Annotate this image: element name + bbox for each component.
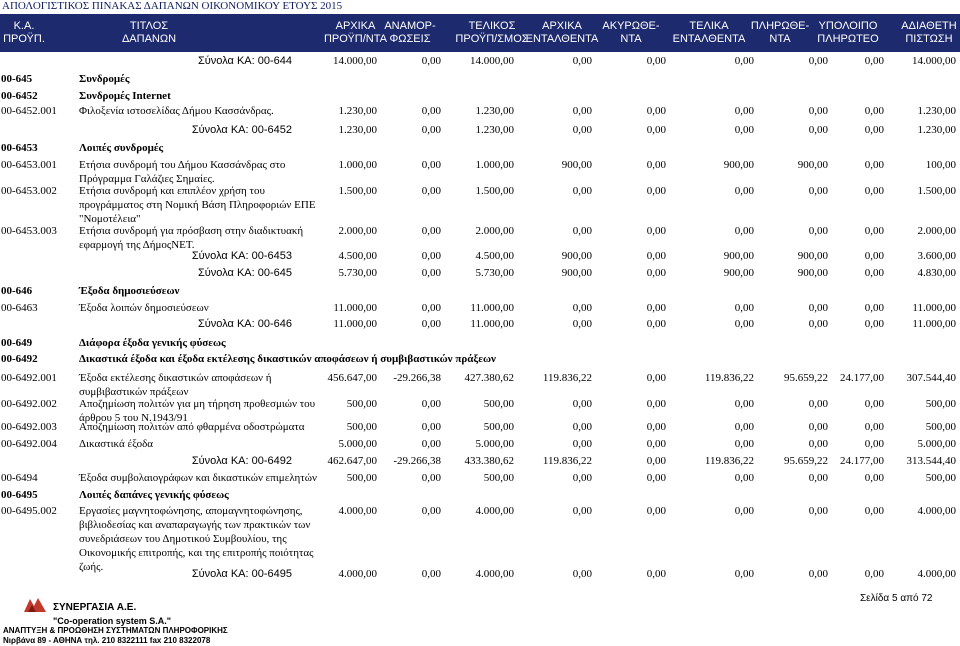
subtotal-label: Σύνολα ΚΑ: 00-6452 — [191, 124, 292, 136]
amount-cell: 2.000,00 — [475, 225, 514, 237]
amount-cell: 0,00 — [572, 398, 592, 410]
item-code: 00-6453.003 — [1, 225, 57, 237]
amount-cell: 500,00 — [925, 421, 956, 433]
amount-cell: 0,00 — [808, 568, 828, 580]
amount-cell: 0,00 — [808, 318, 828, 330]
item-code: 00-6463 — [1, 302, 38, 314]
item-description: άρθρου 5 του Ν.1943/91 — [79, 412, 188, 424]
amount-cell: 1.500,00 — [917, 185, 956, 197]
amount-cell: 119.836,22 — [704, 372, 754, 384]
amount-cell: 0,00 — [864, 159, 884, 171]
page-title: ΑΠΟΛΟΓΙΣΤΙΚΟΣ ΠΙΝΑΚΑΣ ΔΑΠΑΝΩΝ ΟΙΚΟΝΟΜΙΚΟΥ ΕΤΟΥΣ 2015 — [2, 0, 343, 12]
header-col-title: ΤΙΤΛΟΣ ΔΑΠΑΝΩΝ — [121, 20, 177, 45]
amount-cell: 0,00 — [421, 421, 441, 433]
item-code: 00-6452.001 — [1, 105, 57, 117]
amount-cell: 313.544,40 — [906, 455, 956, 467]
amount-cell: 0,00 — [864, 250, 884, 262]
item-code: 00-6453.001 — [1, 159, 57, 171]
item-code: 00-6492.002 — [1, 398, 57, 410]
amount-cell: 0,00 — [646, 568, 666, 580]
amount-cell: 14.000,00 — [333, 55, 377, 67]
amount-cell: 5.000,00 — [338, 438, 377, 450]
amount-cell: 0,00 — [864, 302, 884, 314]
item-description: Πρόγραμμα Γαλάζιες Σημαίες. — [79, 173, 215, 185]
item-description: προγράμματος στη Νομική Βάση Πληροφοριών ΕΠΕ — [79, 199, 316, 211]
amount-cell: 900,00 — [723, 250, 754, 262]
group-title: Έξοδα δημοσιεύσεων — [79, 285, 180, 297]
amount-cell: 0,00 — [572, 124, 592, 136]
item-code: 00-6492.003 — [1, 421, 57, 433]
item-description: Φιλοξενία ιστοσελίδας Δήμου Κασσάνδρας. — [79, 105, 274, 117]
amount-cell: 0,00 — [421, 105, 441, 117]
page-number: Σελίδα 5 από 72 — [860, 593, 933, 604]
amount-cell: 0,00 — [421, 185, 441, 197]
amount-cell: 1.230,00 — [475, 105, 514, 117]
amount-cell: 500,00 — [346, 398, 377, 410]
amount-cell: 0,00 — [864, 105, 884, 117]
group-code: 00-649 — [1, 337, 33, 349]
amount-cell: 0,00 — [646, 55, 666, 67]
amount-cell: 0,00 — [734, 568, 754, 580]
amount-cell: 4.830,00 — [917, 267, 956, 279]
amount-cell: 0,00 — [572, 505, 592, 517]
company-name-en: "Co-operation system S.A." — [53, 616, 172, 626]
amount-cell: 0,00 — [808, 438, 828, 450]
group-title: Λοιπές συνδρομές — [79, 142, 164, 154]
amount-cell: 0,00 — [421, 505, 441, 517]
amount-cell: 0,00 — [572, 302, 592, 314]
group-title: Συνδρομές Internet — [79, 90, 171, 102]
amount-cell: 1.230,00 — [338, 124, 377, 136]
amount-cell: 0,00 — [421, 250, 441, 262]
amount-cell: 3.600,00 — [917, 250, 956, 262]
group-code: 00-6495 — [1, 489, 38, 501]
amount-cell: 1.500,00 — [338, 185, 377, 197]
amount-cell: 0,00 — [646, 185, 666, 197]
amount-cell: 4.000,00 — [917, 568, 956, 580]
amount-cell: 0,00 — [572, 318, 592, 330]
amount-cell: 11.000,00 — [912, 302, 956, 314]
amount-cell: 14.000,00 — [912, 55, 956, 67]
item-description: Αποζημίωση πολιτών από φθαρμένα οδοστρώματα — [79, 421, 305, 433]
amount-cell: 500,00 — [346, 472, 377, 484]
amount-cell: 5.730,00 — [475, 267, 514, 279]
amount-cell: 119.836,22 — [542, 372, 592, 384]
amount-cell: 500,00 — [925, 472, 956, 484]
amount-cell: 0,00 — [421, 124, 441, 136]
amount-cell: 11.000,00 — [912, 318, 956, 330]
group-title: Δικαστικά έξοδα και έξοδα εκτέλεσης δικαστικών αποφάσεων ή συμβιβαστικών πράξεων — [79, 353, 496, 365]
amount-cell: 1.500,00 — [475, 185, 514, 197]
amount-cell: 0,00 — [808, 421, 828, 433]
amount-cell: 0,00 — [646, 124, 666, 136]
amount-cell: 0,00 — [646, 438, 666, 450]
item-description: ζωής. — [79, 561, 104, 573]
amount-cell: 0,00 — [421, 302, 441, 314]
amount-cell: 0,00 — [734, 105, 754, 117]
group-code: 00-645 — [1, 73, 33, 85]
amount-cell: 900,00 — [561, 267, 592, 279]
amount-cell: 1.000,00 — [338, 159, 377, 171]
amount-cell: 0,00 — [572, 438, 592, 450]
amount-cell: 0,00 — [572, 185, 592, 197]
amount-cell: 4.500,00 — [475, 250, 514, 262]
amount-cell: 95.659,22 — [784, 372, 828, 384]
group-title: Λοιπές δαπάνες γενικής φύσεως — [79, 489, 229, 501]
amount-cell: 0,00 — [734, 185, 754, 197]
amount-cell: 456.647,00 — [327, 372, 377, 384]
amount-cell: 0,00 — [646, 472, 666, 484]
amount-cell: 0,00 — [808, 105, 828, 117]
amount-cell: 14.000,00 — [470, 55, 514, 67]
amount-cell: 0,00 — [572, 55, 592, 67]
amount-cell: 0,00 — [864, 267, 884, 279]
amount-cell: 100,00 — [925, 159, 956, 171]
amount-cell: 900,00 — [797, 159, 828, 171]
subtotal-label: Σύνολα ΚΑ: 00-6492 — [191, 455, 292, 467]
amount-cell: 0,00 — [808, 505, 828, 517]
amount-cell: 500,00 — [483, 421, 514, 433]
title-bar — [0, 0, 960, 14]
header-col-unallocated-credit: ΑΔΙΑΘΕΤΗ ΠΙΣΤΩΣΗ — [901, 20, 957, 45]
amount-cell: 0,00 — [864, 124, 884, 136]
amount-cell: 1.230,00 — [475, 124, 514, 136]
amount-cell: 0,00 — [734, 302, 754, 314]
amount-cell: 119.836,22 — [542, 455, 592, 467]
amount-cell: 307.544,40 — [906, 372, 956, 384]
item-description: Ετήσια συνδρομή και επιπλέον χρήση του — [79, 185, 265, 197]
company-name: ΣΥΝΕΡΓΑΣΙΑ Α.Ε. — [53, 602, 137, 613]
amount-cell: 0,00 — [808, 55, 828, 67]
amount-cell: 0,00 — [864, 225, 884, 237]
amount-cell: 0,00 — [734, 124, 754, 136]
subtotal-label: Σύνολα ΚΑ: 00-6495 — [191, 568, 292, 580]
amount-cell: 0,00 — [646, 318, 666, 330]
amount-cell: 0,00 — [864, 185, 884, 197]
amount-cell: -29.266,38 — [393, 455, 441, 467]
amount-cell: 24.177,00 — [840, 455, 884, 467]
subtotal-label: Σύνολα ΚΑ: 00-646 — [197, 318, 292, 330]
amount-cell: 900,00 — [561, 159, 592, 171]
amount-cell: 5.730,00 — [338, 267, 377, 279]
header-col-amendments: ΑΝΑΜΟΡ- ΦΩΣΕΙΣ — [384, 20, 436, 45]
amount-cell: 1.230,00 — [917, 105, 956, 117]
amount-cell: 1.000,00 — [475, 159, 514, 171]
amount-cell: 0,00 — [808, 472, 828, 484]
amount-cell: 900,00 — [797, 267, 828, 279]
amount-cell: 0,00 — [864, 318, 884, 330]
item-code: 00-6494 — [1, 472, 38, 484]
amount-cell: 0,00 — [734, 398, 754, 410]
amount-cell: 0,00 — [864, 55, 884, 67]
amount-cell: 0,00 — [734, 55, 754, 67]
amount-cell: 0,00 — [864, 505, 884, 517]
amount-cell: 0,00 — [421, 159, 441, 171]
amount-cell: 0,00 — [646, 225, 666, 237]
amount-cell: 2.000,00 — [338, 225, 377, 237]
amount-cell: 0,00 — [646, 267, 666, 279]
amount-cell: 0,00 — [808, 398, 828, 410]
item-description: βιβλιοδεσίας και αναπαραγωγής των πρακτικών των — [79, 519, 311, 531]
amount-cell: 0,00 — [646, 421, 666, 433]
amount-cell: 0,00 — [808, 302, 828, 314]
amount-cell: 0,00 — [646, 302, 666, 314]
group-code: 00-6492 — [1, 353, 38, 365]
item-description: Έξοδα εκτέλεσης δικαστικών αποφάσεων ή — [79, 372, 272, 384]
amount-cell: 900,00 — [797, 250, 828, 262]
amount-cell: 4.500,00 — [338, 250, 377, 262]
company-address: Νιρβάνα 89 - ΑΘΗΝΑ τηλ. 210 8322111 fax 210 8322078 — [3, 636, 211, 645]
company-logo-icon — [22, 596, 48, 614]
amount-cell: 5.000,00 — [475, 438, 514, 450]
item-code: 00-6492.004 — [1, 438, 57, 450]
amount-cell: 900,00 — [723, 159, 754, 171]
amount-cell: 0,00 — [864, 398, 884, 410]
amount-cell: 4.000,00 — [475, 568, 514, 580]
amount-cell: 0,00 — [421, 438, 441, 450]
amount-cell: 0,00 — [808, 225, 828, 237]
amount-cell: 0,00 — [734, 438, 754, 450]
group-code: 00-6453 — [1, 142, 38, 154]
amount-cell: 5.000,00 — [917, 438, 956, 450]
group-title: Διάφορα έξοδα γενικής φύσεως — [79, 337, 226, 349]
amount-cell: 4.000,00 — [338, 568, 377, 580]
amount-cell: 0,00 — [572, 472, 592, 484]
amount-cell: 1.230,00 — [338, 105, 377, 117]
subtotal-label: Σύνολα ΚΑ: 00-645 — [197, 267, 292, 279]
amount-cell: 11.000,00 — [470, 318, 514, 330]
amount-cell: 900,00 — [561, 250, 592, 262]
amount-cell: 0,00 — [646, 505, 666, 517]
header-col-cancelled: ΑΚΥΡΩΘΕ- ΝΤΑ — [602, 20, 660, 45]
item-description: Δικαστικά έξοδα — [79, 438, 154, 450]
amount-cell: 500,00 — [483, 472, 514, 484]
amount-cell: 500,00 — [346, 421, 377, 433]
amount-cell: 4.000,00 — [917, 505, 956, 517]
amount-cell: 2.000,00 — [917, 225, 956, 237]
amount-cell: 0,00 — [572, 105, 592, 117]
item-description: συμβιβαστικών πράξεων — [79, 386, 189, 398]
amount-cell: 0,00 — [646, 105, 666, 117]
amount-cell: 95.659,22 — [784, 455, 828, 467]
item-description: Ετήσια συνδρομή του Δήμου Κασσάνδρας στο — [79, 159, 286, 171]
item-code: 00-6492.001 — [1, 372, 57, 384]
amount-cell: 0,00 — [646, 372, 666, 384]
amount-cell: 0,00 — [864, 568, 884, 580]
amount-cell: -29.266,38 — [393, 372, 441, 384]
amount-cell: 0,00 — [864, 421, 884, 433]
amount-cell: 0,00 — [572, 225, 592, 237]
amount-cell: 0,00 — [808, 185, 828, 197]
amount-cell: 433.380,62 — [464, 455, 514, 467]
item-description: Έξοδα λοιπών δημοσιεύσεων — [79, 302, 209, 314]
amount-cell: 900,00 — [723, 267, 754, 279]
amount-cell: 0,00 — [421, 55, 441, 67]
amount-cell: 0,00 — [421, 318, 441, 330]
item-description: Οικονομικής επιτροπής, και της επιτροπής ποιότητας — [79, 547, 314, 559]
item-description: Εργασίες μαγνητοφώνησης, απομαγνητοφώνησης, — [79, 505, 303, 517]
header-col-initial-budget: ΑΡΧΙΚΑ ΠΡΟΫΠ/ΝΤΑ — [323, 20, 387, 45]
header-col-initial-commitments: ΑΡΧΙΚΑ ΕΝΤΑΛΘΕΝΤΑ — [525, 20, 599, 45]
item-description: Έξοδα συμβολαιογράφων και δικαστικών επιμελητών — [79, 472, 317, 484]
header-col-code: Κ.Α. ΠΡΟΫΠ. — [3, 20, 45, 45]
header-col-final-budget: ΤΕΛΙΚΟΣ ΠΡΟΫΠ/ΣΜΟΣ — [455, 20, 529, 45]
company-tagline: ΑΝΑΠΤΥΞΗ & ΠΡΟΩΘΗΣΗ ΣΥΣΤΗΜΑΤΩΝ ΠΛΗΡΟΦΟΡΙΚΗΣ — [3, 626, 228, 635]
subtotal-label: Σύνολα ΚΑ: 00-644 — [197, 55, 292, 67]
amount-cell: 0,00 — [808, 124, 828, 136]
amount-cell: 0,00 — [572, 421, 592, 433]
amount-cell: 0,00 — [734, 318, 754, 330]
item-description: Αποζημίωση πολιτών για μη τήρηση προθεσμιών του — [79, 398, 316, 410]
amount-cell: 0,00 — [421, 568, 441, 580]
item-code: 00-6495.002 — [1, 505, 57, 517]
amount-cell: 0,00 — [421, 267, 441, 279]
header-col-paid: ΠΛΗΡΩΘΕ- ΝΤΑ — [750, 20, 810, 45]
amount-cell: 4.000,00 — [475, 505, 514, 517]
amount-cell: 0,00 — [421, 398, 441, 410]
item-description: Ετήσια συνδρομή για πρόσβαση στην διαδικτυακή — [79, 225, 304, 237]
amount-cell: 0,00 — [572, 568, 592, 580]
amount-cell: 500,00 — [483, 398, 514, 410]
amount-cell: 462.647,00 — [327, 455, 377, 467]
amount-cell: 11.000,00 — [470, 302, 514, 314]
item-description: εφαρμογή της ΔήμοςNET. — [79, 239, 195, 251]
amount-cell: 500,00 — [925, 398, 956, 410]
amount-cell: 11.000,00 — [333, 318, 377, 330]
amount-cell: 0,00 — [734, 472, 754, 484]
amount-cell: 0,00 — [421, 225, 441, 237]
amount-cell: 11.000,00 — [333, 302, 377, 314]
header-col-final-commitments: ΤΕΛΙΚΑ ΕΝΤΑΛΘΕΝΤΑ — [672, 20, 746, 45]
amount-cell: 0,00 — [734, 505, 754, 517]
amount-cell: 0,00 — [734, 421, 754, 433]
amount-cell: 0,00 — [734, 225, 754, 237]
header-col-remaining-payable: ΥΠΟΛΟΙΠΟ ΠΛΗΡΩΤΕΟ — [817, 20, 879, 45]
amount-cell: 0,00 — [646, 159, 666, 171]
amount-cell: 0,00 — [646, 455, 666, 467]
group-code: 00-6452 — [1, 90, 38, 102]
group-code: 00-646 — [1, 285, 33, 297]
amount-cell: 4.000,00 — [338, 505, 377, 517]
group-title: Συνδρομές — [79, 73, 130, 85]
amount-cell: 0,00 — [646, 398, 666, 410]
item-description: "Νομοτέλεια" — [79, 213, 141, 225]
amount-cell: 0,00 — [864, 472, 884, 484]
amount-cell: 119.836,22 — [704, 455, 754, 467]
item-code: 00-6453.002 — [1, 185, 57, 197]
amount-cell: 0,00 — [421, 472, 441, 484]
amount-cell: 427.380,62 — [464, 372, 514, 384]
amount-cell: 0,00 — [646, 250, 666, 262]
subtotal-label: Σύνολα ΚΑ: 00-6453 — [191, 250, 292, 262]
amount-cell: 0,00 — [864, 438, 884, 450]
amount-cell: 24.177,00 — [840, 372, 884, 384]
amount-cell: 1.230,00 — [917, 124, 956, 136]
item-description: συνεδριάσεων του Δημοτικού Συμβουλίου, της — [79, 533, 287, 545]
